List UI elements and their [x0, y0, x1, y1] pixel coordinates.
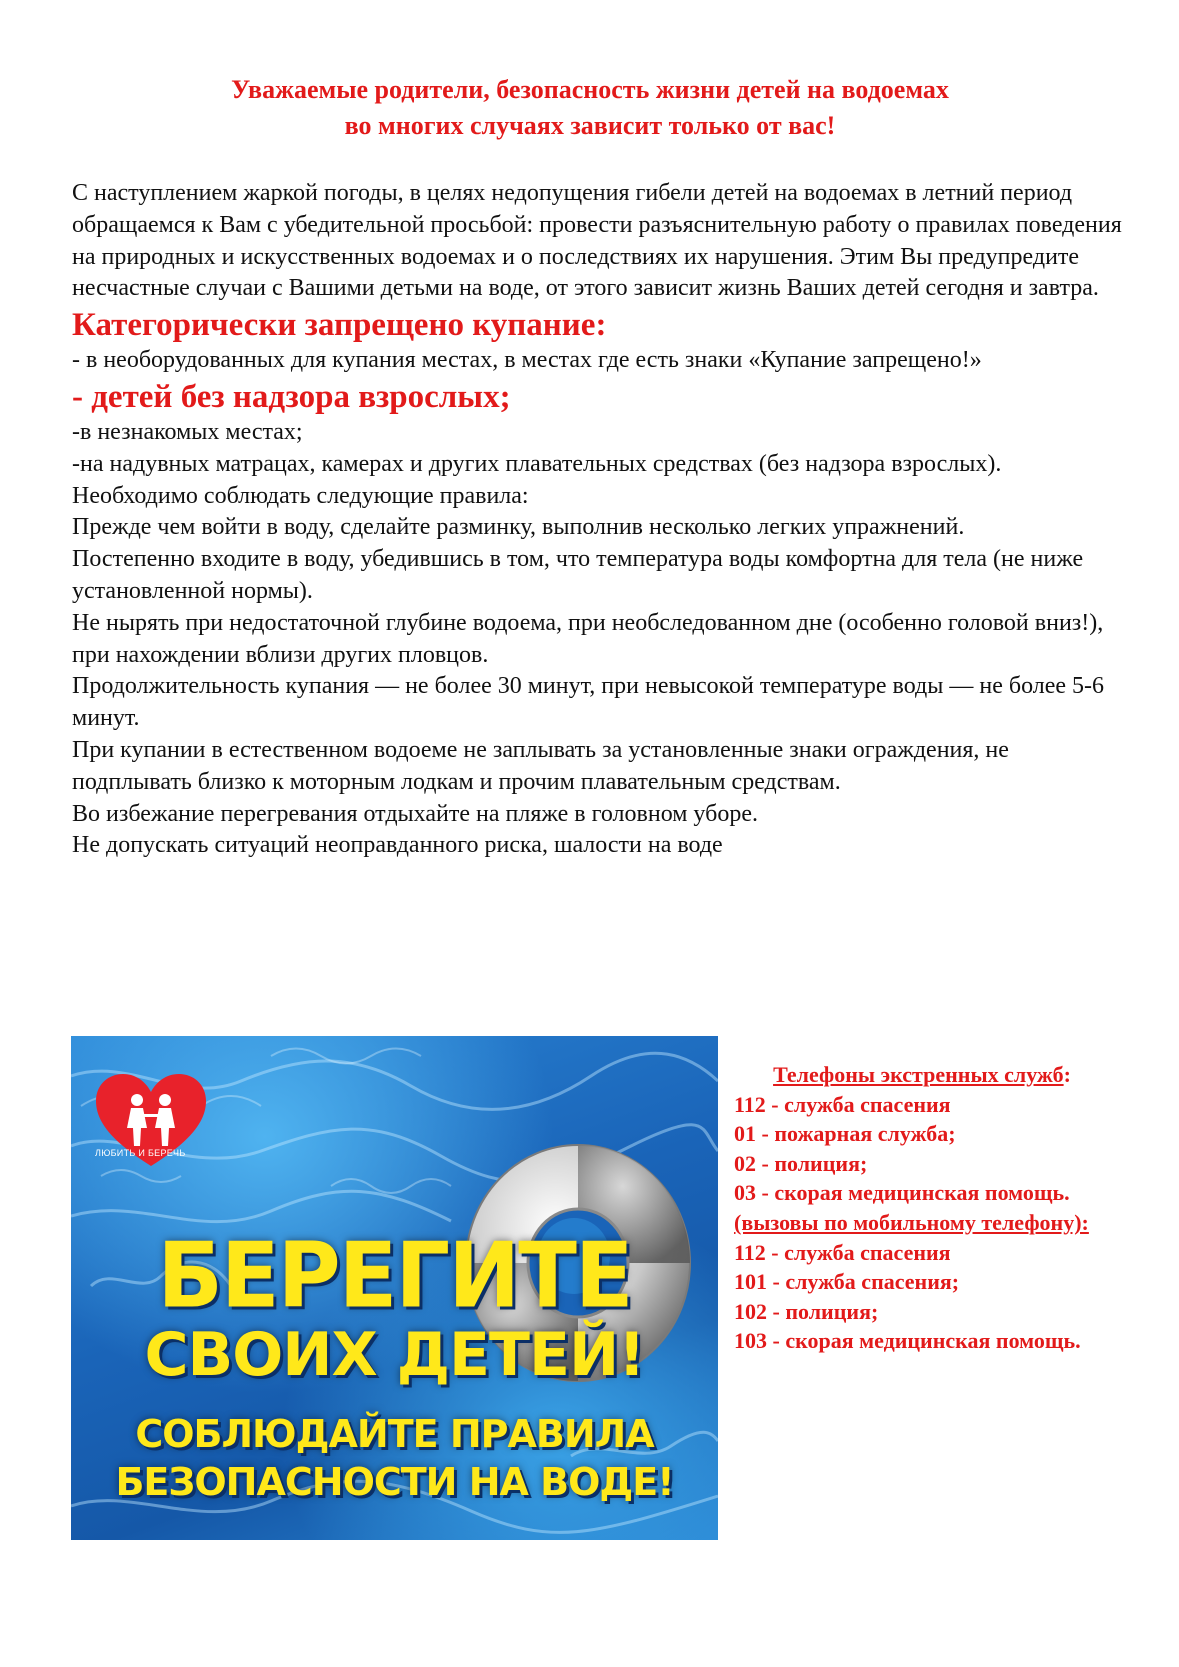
phones-title	[734, 1060, 1110, 1090]
phone-row: 03 - скорая медицинская помощь.	[734, 1180, 1070, 1206]
phones-title-colon: :	[1063, 1062, 1071, 1087]
poster-caption-2: БЕЗОПАСНОСТИ НА ВОДЕ!	[115, 1460, 674, 1504]
intro-paragraph: С наступлением жаркой погоды, в целях недопущения гибели детей на водоемах в летний период обращаемся к Вам с убедительной просьбой: провести разъяснительную работу о правилах поведения на природных и искусственных водоемах и о последствиях их нарушения. Этим Вы предупредите несчастные случаи с Вашими детьми на воде, от этого зависит жизнь Ваших детей сегодня и завтра.	[72, 180, 1122, 302]
rules-intro: Необходимо соблюдать следующие правила:	[72, 482, 529, 509]
rule-item: При купании в естественном водоеме не заплывать за установленные знаки ограждения, не подплывать близко к моторным лодкам и прочим плавательным средствам.	[72, 736, 1009, 795]
phone-row: 101 - служба спасения;	[734, 1269, 960, 1295]
safety-poster	[71, 1036, 718, 1540]
heart-logo-icon	[91, 1066, 211, 1196]
rule-item: Прежде чем войти в воду, сделайте разминку, выполнив несколько легких упражнений.	[72, 514, 965, 541]
phone-row: 112 - служба спасения	[734, 1239, 951, 1265]
rule-item: Не допускать ситуаций неоправданного риска, шалости на воде	[72, 832, 723, 859]
poster-caption-1: СОБЛЮДАЙТЕ ПРАВИЛА	[135, 1412, 654, 1456]
emergency-phones	[734, 1060, 1110, 1356]
phone-row: 01 - пожарная служба;	[734, 1121, 956, 1147]
rule-item: Постепенно входите в воду, убедившись в том, что температура воды комфортна для тела (не ниже установленной нормы).	[72, 546, 1084, 604]
rule-item: Во избежание перегревания отдыхайте на пляже в головном уборе.	[72, 800, 758, 827]
prohibition-emphasis: - детей без надзора взрослых;	[72, 378, 511, 415]
logo-caption: ЛЮБИТЬ И БЕРЕЧЬ	[95, 1148, 186, 1158]
phone-row: 103 - скорая медицинская помощь.	[734, 1328, 1081, 1354]
rule-item: -на надувных матрацах, камерах и других плавательных средствах (без надзора взрослых).	[72, 450, 1002, 477]
phone-row: 112 - служба спасения	[734, 1091, 951, 1117]
rule-item: - в необорудованных для купания местах, в местах где есть знаки «Купание запрещено!»	[72, 347, 982, 374]
rule-item: Продолжительность купания — не более 30 минут, при невысокой температуре воды — не более 5-6 минут.	[72, 673, 1105, 732]
page-heading	[70, 72, 1110, 144]
prohibition-heading: Категорически запрещено купание:	[72, 307, 607, 344]
phones-title-text: Телефоны экстренных служб	[773, 1062, 1064, 1087]
mobile-calls-note: (вызовы по мобильному телефону):	[734, 1209, 1089, 1235]
body-text	[72, 178, 1122, 862]
rule-item: -в незнакомых местах;	[72, 418, 303, 445]
poster-subheadline: СВОИХ ДЕТЕЙ!	[144, 1320, 645, 1390]
phone-row: 02 - полиция;	[734, 1150, 868, 1176]
phone-row: 102 - полиция;	[734, 1298, 879, 1324]
heading-line-2: во многих случаях зависит только от вас!	[344, 111, 836, 140]
rule-item: Не нырять при недостаточной глубине водоема, при необследованном дне (особенно головой вниз!), при нахождении вблизи других пловцов.	[72, 609, 1104, 668]
heading-line-1: Уважаемые родители, безопасность жизни детей на водоемах	[231, 75, 949, 104]
poster-headline: БЕРЕГИТЕ	[157, 1223, 632, 1329]
